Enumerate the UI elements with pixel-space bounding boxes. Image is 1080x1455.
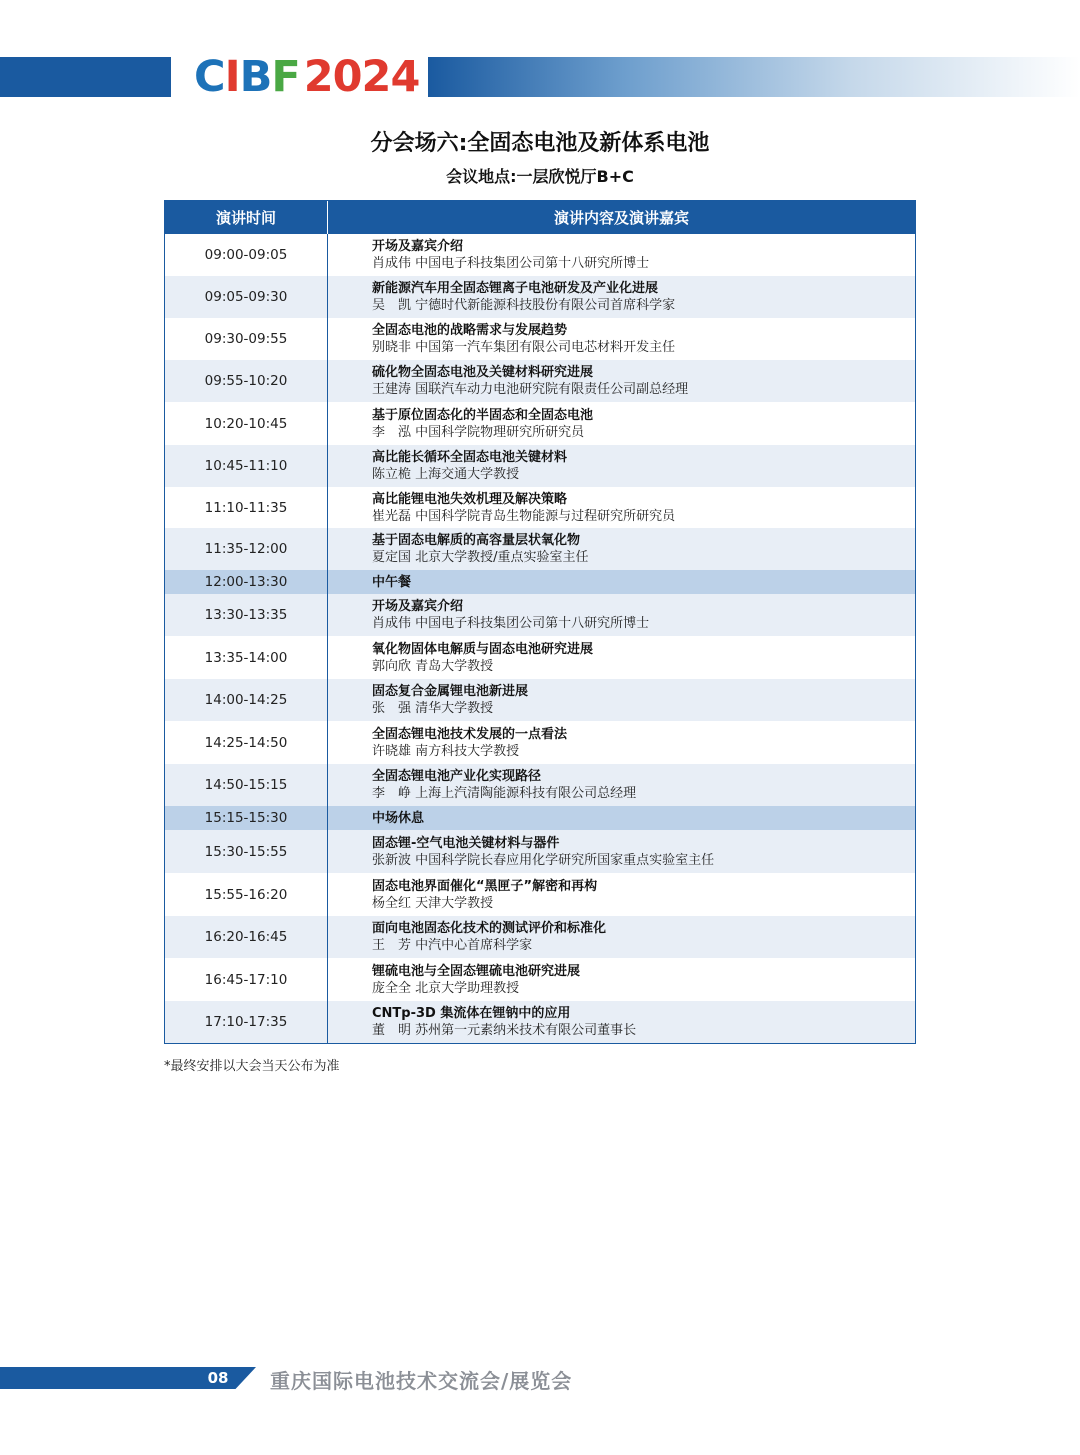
row-time: 15:15-15:30 — [165, 806, 328, 830]
row-content — [328, 276, 915, 318]
table-row-break — [165, 806, 915, 830]
row-topic: 新能源汽车用全固态锂离子电池研发及产业化进展 — [372, 281, 659, 296]
row-speaker: 李 泓 中国科学院物理研究所研究员 — [372, 424, 585, 440]
row-content — [328, 234, 915, 276]
row-topic: 固态复合金属锂电池新进展 — [372, 684, 529, 699]
row-topic: 开场及嘉宾介绍 — [372, 239, 464, 254]
header-time: 演讲时间 — [165, 201, 328, 234]
row-content — [328, 806, 915, 830]
row-topic: 中午餐 — [372, 574, 412, 590]
row-content — [328, 764, 915, 806]
row-time: 09:00-09:05 — [165, 234, 328, 276]
row-time: 10:45-11:10 — [165, 445, 328, 487]
row-time: 17:10-17:35 — [165, 1001, 328, 1043]
row-content — [328, 1001, 915, 1043]
table-row — [165, 594, 915, 636]
row-time: 09:55-10:20 — [165, 360, 328, 402]
page-title: 分会场六:全固态电池及新体系电池 — [370, 131, 710, 156]
row-topic: 固态锂-空气电池关键材料与器件 — [372, 835, 560, 851]
row-speaker: 杨全红 天津大学教授 — [372, 895, 494, 911]
table-row — [165, 402, 915, 445]
row-speaker: 肖成伟 中国电子科技集团公司第十八研究所博士 — [372, 256, 650, 271]
table-row — [165, 873, 915, 916]
header-bar-left — [0, 57, 171, 97]
row-time: 11:35-12:00 — [165, 528, 328, 570]
row-speaker: 别晓非 中国第一汽车集团有限公司电芯材料开发主任 — [372, 340, 676, 355]
row-topic: 基于固态电解质的高容量层状氧化物 — [372, 533, 581, 548]
row-time: 09:05-09:30 — [165, 276, 328, 318]
row-speaker: 王 芳 中汽中心首席科学家 — [372, 938, 533, 953]
table-row — [165, 234, 915, 276]
table-row — [165, 721, 915, 764]
schedule-table — [164, 200, 916, 1044]
table-row — [165, 276, 915, 318]
row-content — [328, 487, 915, 528]
row-speaker: 张 强 清华大学教授 — [372, 701, 494, 716]
row-time: 11:10-11:35 — [165, 487, 328, 528]
row-time: 12:00-13:30 — [165, 570, 328, 594]
row-content — [328, 360, 915, 402]
table-row — [165, 636, 915, 679]
row-topic: 全固态电池的战略需求与发展趋势 — [372, 323, 568, 338]
row-speaker: 庞全全 北京大学助理教授 — [372, 980, 520, 996]
table-row — [165, 487, 915, 528]
row-content — [328, 721, 915, 764]
row-topic: 氧化物固体电解质与固态电池研究进展 — [372, 641, 594, 657]
row-speaker: 夏定国 北京大学教授/重点实验室主任 — [372, 550, 589, 565]
venue-line: 会议地点:一层欣悦厅B+C — [446, 167, 634, 186]
row-topic: 高比能长循环全固态电池关键材料 — [372, 450, 568, 465]
row-content — [328, 679, 915, 721]
row-speaker: 崔光磊 中国科学院青岛生物能源与过程研究所研究员 — [372, 508, 676, 524]
row-content — [328, 570, 915, 594]
row-topic: 中场休息 — [372, 810, 425, 826]
row-topic: 开场及嘉宾介绍 — [372, 599, 464, 614]
table-row — [165, 445, 915, 487]
row-topic: 面向电池固态化技术的测试评价和标准化 — [372, 921, 607, 936]
row-speaker: 张新波 中国科学院长春应用化学研究所国家重点实验室主任 — [372, 852, 715, 868]
footer-event-name: 重庆国际电池技术交流会/展览会 — [270, 1369, 573, 1393]
header-content: 演讲内容及演讲嘉宾 — [553, 209, 689, 227]
row-time: 14:00-14:25 — [165, 679, 328, 721]
page-number: 08 — [207, 1369, 229, 1387]
row-speaker: 李 峥 上海上汽清陶能源科技有限公司总经理 — [372, 786, 637, 801]
table-row — [165, 830, 915, 873]
row-time: 14:50-15:15 — [165, 764, 328, 806]
row-topic: 高比能锂电池失效机理及解决策略 — [372, 491, 568, 507]
row-time: 13:35-14:00 — [165, 636, 328, 679]
table-row — [165, 1001, 915, 1043]
table-row — [165, 318, 915, 360]
header-bar-right — [428, 57, 1080, 97]
row-speaker: 许晓雄 南方科技大学教授 — [372, 743, 520, 759]
row-time: 13:30-13:35 — [165, 594, 328, 636]
row-content — [328, 873, 915, 916]
table-row — [165, 360, 915, 402]
row-time: 16:45-17:10 — [165, 958, 328, 1001]
row-topic: CNTp-3D 集流体在锂钠中的应用 — [372, 1006, 571, 1021]
row-topic: 基于原位固态化的半固态和全固态电池 — [372, 407, 594, 423]
row-topic: 全固态锂电池技术发展的一点看法 — [372, 726, 568, 742]
row-time: 10:20-10:45 — [165, 402, 328, 445]
row-content — [328, 445, 915, 487]
table-row — [165, 764, 915, 806]
row-speaker: 王建涛 国联汽车动力电池研究院有限责任公司副总经理 — [372, 382, 689, 397]
row-content — [328, 318, 915, 360]
row-topic: 全固态锂电池产业化实现路径 — [372, 769, 542, 784]
row-content — [328, 402, 915, 445]
row-topic: 固态电池界面催化“黑匣子”解密和再构 — [372, 878, 598, 894]
row-time: 09:30-09:55 — [165, 318, 328, 360]
table-row — [165, 528, 915, 570]
row-time: 15:55-16:20 — [165, 873, 328, 916]
table-header — [165, 201, 915, 234]
row-content — [328, 916, 915, 958]
row-content — [328, 830, 915, 873]
row-content — [328, 594, 915, 636]
row-time: 16:20-16:45 — [165, 916, 328, 958]
row-content — [328, 636, 915, 679]
cibf-logo: CIBF2024 — [194, 52, 420, 102]
table-row — [165, 679, 915, 721]
row-speaker: 陈立桅 上海交通大学教授 — [372, 467, 520, 482]
row-content — [328, 528, 915, 570]
table-row — [165, 958, 915, 1001]
row-speaker: 吴 凯 宁德时代新能源科技股份有限公司首席科学家 — [372, 298, 676, 313]
row-content — [328, 958, 915, 1001]
row-speaker: 董 明 苏州第一元素纳米技术有限公司董事长 — [372, 1023, 637, 1038]
row-speaker: 肖成伟 中国电子科技集团公司第十八研究所博士 — [372, 616, 650, 631]
row-topic: 锂硫电池与全固态锂硫电池研究进展 — [372, 963, 581, 979]
row-topic: 硫化物全固态电池及关键材料研究进展 — [372, 365, 594, 380]
row-time: 14:25-14:50 — [165, 721, 328, 764]
footnote: *最终安排以大会当天公布为准 — [164, 1059, 340, 1074]
row-speaker: 郭向欣 青岛大学教授 — [372, 658, 494, 674]
table-row-break — [165, 570, 915, 594]
table-row — [165, 916, 915, 958]
row-time: 15:30-15:55 — [165, 830, 328, 873]
